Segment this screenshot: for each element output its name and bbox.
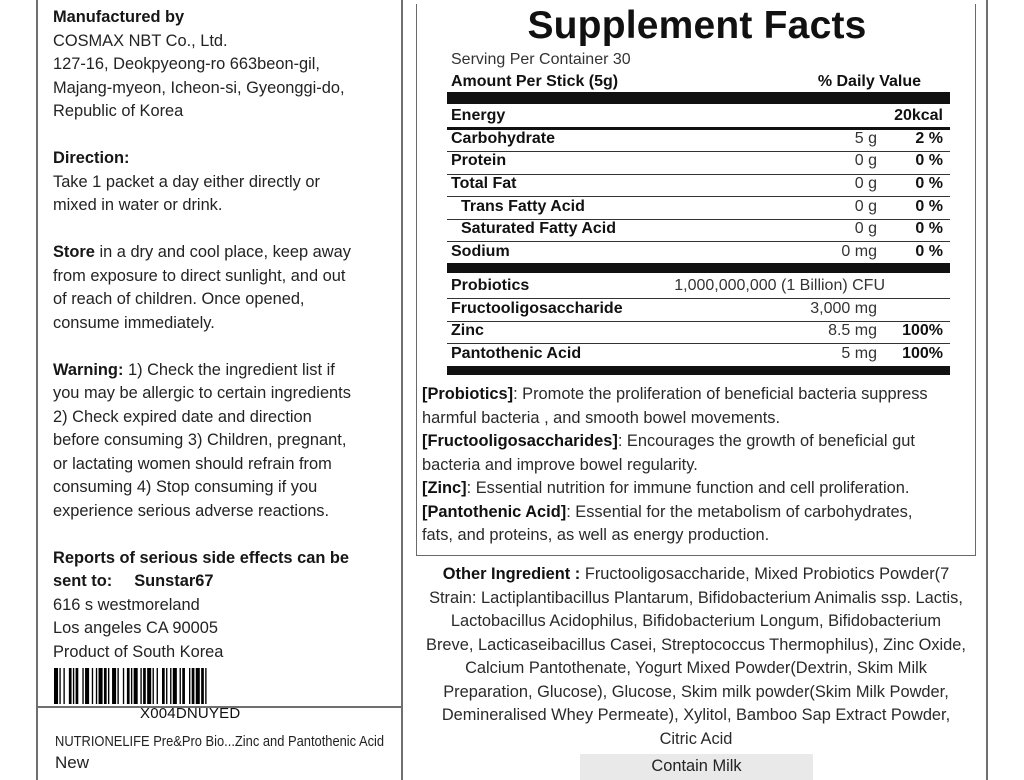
nutrient-row — [451, 198, 945, 220]
center-divider-line — [401, 0, 403, 780]
zinc-row — [451, 322, 945, 344]
nutrient-qty: 0 g — [854, 152, 877, 169]
probiotics-row — [451, 277, 945, 299]
warning-line: 2) Check expired date and direction — [53, 407, 312, 426]
nutrient-qty: 5 g — [854, 130, 877, 147]
benefit-text: : Encourages the growth of beneficial gut — [617, 432, 915, 450]
reports-address-line: Los angeles CA 90005 — [53, 619, 218, 637]
origin-line: Product of South Korea — [53, 642, 224, 661]
nutrient-pct: 0 % — [915, 220, 943, 237]
nutrient-row — [451, 175, 945, 197]
direction-section — [53, 147, 393, 218]
barcode-bar — [140, 668, 141, 704]
reports-sent-to-label: sent to: — [53, 572, 113, 590]
barcode-bar — [192, 668, 195, 704]
store-line: of reach of children. Once opened, — [53, 290, 305, 308]
thick-divider — [447, 92, 950, 104]
barcode-bar — [205, 668, 206, 704]
other-ingredient-heading: Other Ingredient : — [442, 565, 581, 583]
store-line: from exposure to direct sunlight, and out — [53, 266, 346, 285]
barcode-bar — [108, 668, 109, 704]
barcode-bar — [92, 668, 93, 704]
barcode-bar — [117, 668, 118, 704]
nutrient-pct: 100% — [902, 345, 943, 362]
manufacturer-line: Majang-myeon, Icheon-si, Gyeonggi-do, — [53, 78, 345, 97]
nutrient-name: Sodium — [451, 243, 510, 260]
direction-line: mixed in water or drink. — [53, 196, 223, 214]
manufacturer-section — [53, 6, 393, 124]
barcode-bar — [147, 668, 151, 704]
energy-row — [451, 107, 945, 129]
barcode-bar — [153, 668, 154, 704]
serving-per-container: Serving Per Container 30 — [451, 51, 631, 68]
product-title: NUTRIONELIFE Pre&Pro Bio...Zinc and Pantothenic Acid — [55, 733, 385, 750]
warning-line: before consuming 3) Children, pregnant, — [53, 431, 347, 449]
nutrient-name: Protein — [451, 152, 507, 169]
reports-seller-name: Sunstar67 — [134, 572, 214, 590]
fos-row — [451, 300, 945, 322]
nutrient-name: Fructooligosaccharide — [451, 300, 623, 317]
nutrient-name: Total Fat — [451, 175, 517, 192]
barcode-bar — [73, 668, 74, 704]
reports-section — [53, 547, 393, 665]
barcode-bar — [123, 668, 124, 704]
allergen-notice: Contain Milk — [580, 754, 813, 780]
warning-lead: Warning: — [53, 360, 124, 379]
direction-heading: Direction: — [53, 149, 130, 167]
nutrient-row — [451, 243, 945, 265]
thick-divider — [447, 263, 950, 273]
barcode-bar — [182, 668, 185, 704]
benefit-line: bacteria and improve bowel regularity. — [422, 455, 698, 474]
warning-line: or lactating women should refrain from — [53, 454, 332, 473]
other-ingredient-line: Lactobacillus Acidophilus, Bifidobacterium Longum, Bifidobacterium — [450, 612, 942, 630]
benefit-line — [422, 477, 982, 501]
nutrient-name: Saturated Fatty Acid — [461, 220, 616, 237]
amount-per-stick-row — [451, 73, 935, 91]
barcode-image — [52, 668, 352, 704]
warning-first-line — [53, 359, 393, 383]
warning-line: consuming 4) Stop consuming if you — [53, 478, 318, 496]
benefit-lead: [Fructooligosaccharides] — [422, 432, 618, 450]
nutrient-qty: 3,000 mg — [810, 300, 877, 317]
nutrient-pct: 0 % — [915, 243, 943, 260]
barcode-bar — [76, 668, 79, 704]
store-lead: Store — [53, 243, 95, 261]
benefit-line: harmful bacteria , and smooth bowel movements. — [422, 408, 781, 427]
store-first-rest: in a dry and cool place, keep away — [94, 243, 351, 261]
manufacturer-line: COSMAX NBT Co., Ltd. — [53, 31, 228, 50]
other-ingredient-line: Calcium Pantothenate, Yogurt Mixed Powder(Dextrin, Skim Milk — [465, 659, 927, 677]
manufacturer-heading: Manufactured by — [53, 8, 185, 26]
nutrient-qty: 8.5 mg — [828, 322, 877, 339]
barcode-bar — [196, 668, 200, 704]
barcode-bar — [82, 668, 83, 704]
benefit-line — [422, 383, 982, 407]
nutrient-qty: 0 mg — [841, 243, 877, 260]
warning-first-rest: 1) Check the ingredient list if — [123, 360, 335, 379]
row-divider — [447, 196, 950, 197]
barcode-bar — [85, 668, 89, 704]
barcode-bar — [131, 668, 132, 704]
other-ingredient-text: Fructooligosaccharide, Mixed Probiotics Powder(7 — [580, 565, 950, 583]
nutrient-qty: 5 mg — [841, 345, 877, 362]
thick-divider — [447, 366, 950, 375]
reports-heading: Reports of serious side effects can be — [53, 548, 350, 567]
other-ingredient-line: Breve, Lacticaseibacillus Casei, Streptococcus Thermophilus), Zinc Oxide, — [426, 635, 966, 654]
condition-label: New — [55, 753, 90, 772]
warning-section — [53, 359, 393, 524]
barcode-bar — [157, 668, 158, 704]
nutrient-pct: 0 % — [915, 198, 943, 215]
nutrient-name: Zinc — [451, 322, 484, 339]
other-ingredient-section — [404, 563, 988, 751]
manufacturer-line: 127-16, Deokpyeong-ro 663beon-gil, — [53, 55, 320, 73]
barcode-bar — [69, 668, 72, 704]
barcode-bar — [201, 668, 204, 704]
warning-line: experience serious adverse reactions. — [53, 501, 330, 520]
nutrient-qty: 0 g — [854, 220, 877, 237]
barcode-bar — [143, 668, 146, 704]
benefit-line — [422, 501, 982, 525]
nutrient-qty: 0 g — [854, 175, 877, 192]
left-border-line — [36, 0, 38, 780]
reports-address-line: 616 s westmoreland — [53, 595, 200, 614]
barcode-bar — [59, 668, 60, 704]
barcode-bar — [134, 668, 138, 704]
pantothenic-row — [451, 345, 945, 367]
nutrient-name: Pantothenic Acid — [451, 345, 582, 362]
nutrient-row — [451, 130, 945, 152]
benefit-lead: [Zinc] — [422, 479, 467, 497]
nutrient-row — [451, 220, 945, 242]
nutrient-name: Probiotics — [451, 277, 530, 294]
barcode-bar — [166, 668, 167, 704]
barcode-bar — [104, 668, 107, 704]
nutrient-qty: 0 g — [854, 198, 877, 215]
benefit-text: : Essential for the metabolism of carbohydrates, — [566, 502, 913, 521]
benefit-line — [422, 430, 982, 454]
barcode-bar — [54, 668, 58, 704]
benefit-lead: [Probiotics] — [422, 385, 514, 403]
benefit-text: : Promote the proliferation of beneficial bacteria suppress — [513, 385, 928, 403]
other-ingredient-line: Strain: Lactiplantibacillus Plantarum, Bifidobacterium Animalis ssp. Lactis, — [429, 588, 963, 607]
nutrient-name: Trans Fatty Acid — [461, 198, 585, 215]
daily-value-label: % Daily Value — [817, 73, 921, 90]
manufacturer-line: Republic of Korea — [53, 102, 184, 120]
direction-line: Take 1 packet a day either directly or — [53, 172, 320, 191]
supplement-facts-title: Supplement Facts — [527, 4, 867, 47]
barcode-bar — [112, 668, 116, 704]
barcode-bar — [162, 668, 165, 704]
nutrient-pct: 0 % — [915, 175, 943, 192]
barcode-text: X004DNUYED — [140, 705, 241, 722]
barcode-bar — [173, 668, 177, 704]
amount-per-stick-label: Amount Per Stick (5g) — [451, 73, 619, 90]
barcode-bar — [96, 668, 97, 704]
reports-sent-to-line — [53, 570, 393, 594]
row-divider — [447, 298, 950, 299]
other-ingredient-line: Preparation, Glucose), Glucose, Skim milk powder(Skim Milk Powder, — [443, 682, 949, 701]
ingredient-benefits — [422, 383, 982, 548]
benefit-line: fats, and proteins, as well as energy production. — [422, 526, 770, 544]
store-section — [53, 241, 393, 335]
nutrient-name: Carbohydrate — [451, 130, 556, 147]
barcode-bar — [99, 668, 103, 704]
barcode-bar — [180, 668, 181, 704]
nutrient-row — [451, 152, 945, 174]
nutrient-qty: 1,000,000,000 (1 Billion) CFU — [674, 277, 885, 294]
warning-line: you may be allergic to certain ingredients — [53, 384, 351, 402]
barcode-bar — [189, 668, 190, 704]
store-line: consume immediately. — [53, 313, 215, 332]
other-ingredient-first-line — [404, 563, 988, 587]
row-divider — [447, 241, 950, 242]
nutrient-pct: 100% — [902, 322, 943, 339]
store-first-line — [53, 241, 393, 265]
row-divider — [447, 343, 950, 344]
nutrient-pct: 2 % — [915, 130, 943, 147]
benefit-text: : Essential nutrition for immune function and cell proliferation. — [466, 479, 910, 497]
nutrient-pct: 0 % — [915, 152, 943, 169]
nutrient-name: Energy — [451, 107, 506, 124]
barcode-bar — [170, 668, 171, 704]
barcode-bar — [63, 668, 64, 704]
other-ingredient-line: Citric Acid — [659, 729, 733, 748]
barcode-bar — [127, 668, 130, 704]
other-ingredient-line: Demineralised Whey Permeate), Xylitol, Bamboo Sap Extract Powder, — [441, 706, 951, 724]
benefit-lead: [Pantothenic Acid] — [422, 502, 567, 521]
nutrient-value: 20kcal — [894, 107, 943, 124]
label-info-column — [53, 6, 393, 664]
